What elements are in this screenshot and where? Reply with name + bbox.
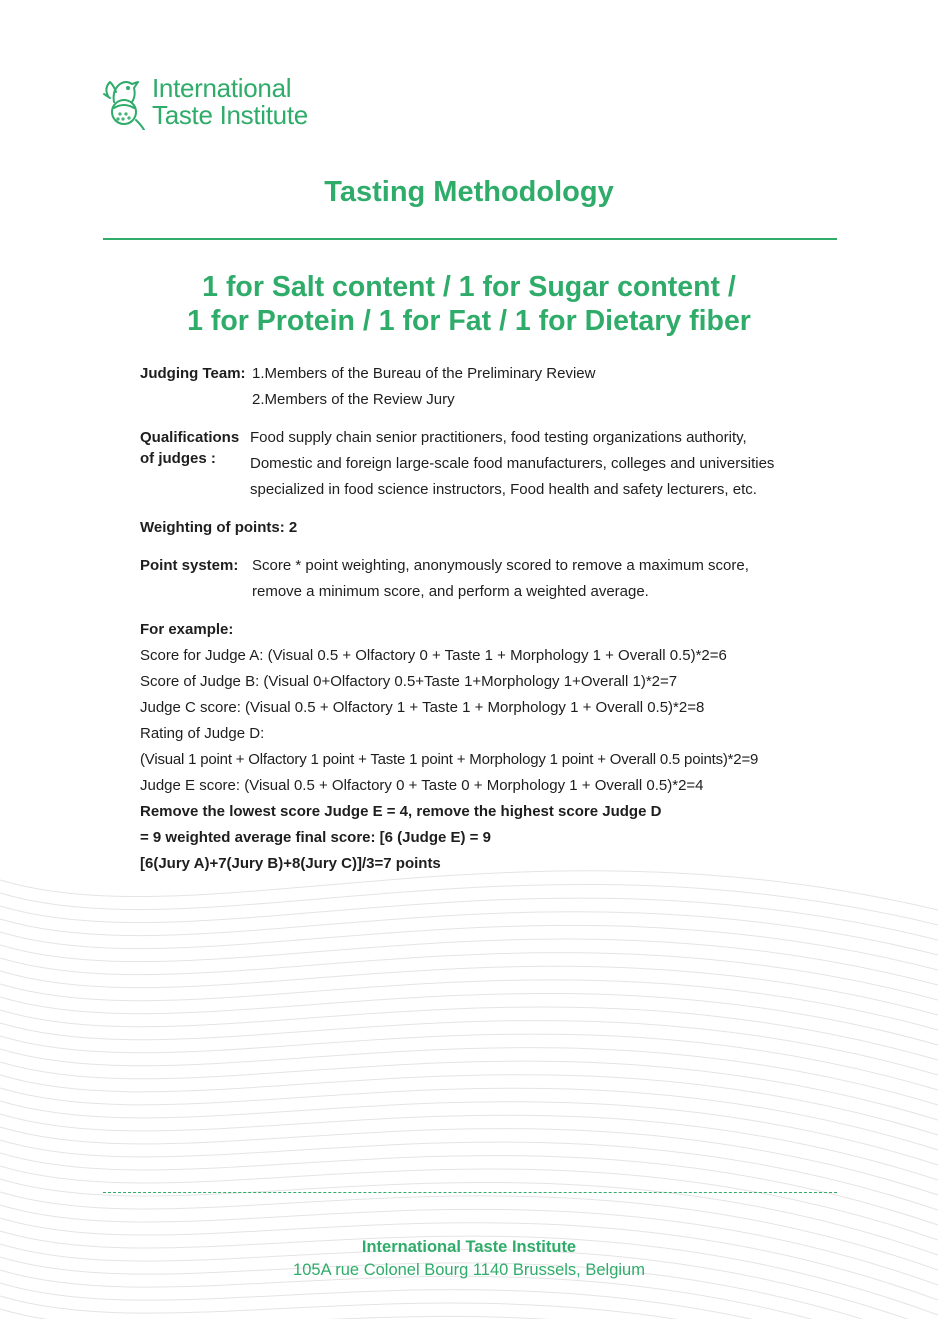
wave-line bbox=[0, 1088, 938, 1150]
wave-line bbox=[0, 1021, 938, 1075]
title-divider bbox=[103, 238, 837, 240]
qualifications-label-line2: of judges : bbox=[140, 450, 216, 467]
subtitle bbox=[0, 270, 938, 338]
example-result-line: = 9 weighted average final score: [6 (Judge E) = 9 bbox=[140, 829, 491, 846]
example-result-line: [6(Jury A)+7(Jury B)+8(Jury C)]/3=7 points bbox=[140, 855, 441, 872]
qualifications-line: specialized in food science instructors, Food health and safety lecturers, etc. bbox=[250, 481, 757, 498]
qualifications-label-line1: Qualifications bbox=[140, 429, 240, 446]
example-line: Judge C score: (Visual 0.5 + Olfactory 1 + Taste 1 + Morphology 1 + Overall 0.5)*2=8 bbox=[140, 699, 705, 716]
example-line: Judge E score: (Visual 0.5 + Olfactory 0 + Taste 0 + Morphology 1 + Overall 0.5)*2=4 bbox=[140, 777, 704, 794]
footer-address: 105A rue Colonel Bourg 1140 Brussels, Belgium bbox=[293, 1261, 645, 1279]
example-line: Rating of Judge D: bbox=[140, 725, 265, 742]
brand-name-line1: International bbox=[152, 73, 292, 103]
bird-on-golf-ball-icon bbox=[100, 74, 148, 130]
subtitle-line1: 1 for Salt content / 1 for Sugar content / bbox=[202, 271, 736, 303]
qualifications-line: Food supply chain senior practitioners, food testing organizations authority, bbox=[250, 429, 747, 446]
wave-line bbox=[0, 966, 938, 1015]
judging-team-label: Judging Team: bbox=[140, 365, 246, 382]
wave-line bbox=[0, 1309, 938, 1319]
wave-line bbox=[0, 1127, 938, 1195]
footer-divider bbox=[103, 1192, 837, 1193]
wave-line bbox=[0, 939, 938, 985]
brand-name-line2: Taste Institute bbox=[152, 100, 308, 130]
subtitle-line2: 1 for Protein / 1 for Fat / 1 for Dietary fiber bbox=[187, 305, 751, 337]
point-system-label: Point system: bbox=[140, 557, 239, 574]
judging-team-item: 1.Members of the Bureau of the Preliminary Review bbox=[252, 365, 596, 382]
wave-line bbox=[0, 925, 938, 970]
weighting-of-points: Weighting of points: 2 bbox=[140, 519, 298, 536]
wave-line bbox=[0, 953, 938, 1000]
qualifications-line: Domestic and foreign large-scale food manufacturers, colleges and universities bbox=[250, 455, 775, 472]
wave-line bbox=[0, 898, 938, 940]
footer bbox=[0, 1236, 938, 1282]
wave-line bbox=[0, 1140, 938, 1210]
brand-logo bbox=[100, 74, 308, 130]
methodology-content bbox=[140, 361, 840, 877]
judging-team-section bbox=[140, 361, 840, 413]
wave-line bbox=[0, 884, 938, 925]
example-result-line: Remove the lowest score Judge E = 4, remove the highest score Judge D bbox=[140, 803, 662, 820]
footer-organization-name: International Taste Institute bbox=[361, 1238, 577, 1256]
example-line: (Visual 1 point + Olfactory 1 point + Taste 1 point + Morphology 1 point + Overall 0.5 points)*2=9 bbox=[140, 751, 759, 768]
example-line: Score of Judge B: (Visual 0+Olfactory 0.5+Taste 1+Morphology 1+Overall 1)*2=7 bbox=[140, 673, 678, 690]
judging-team-item: 2.Members of the Review Jury bbox=[252, 391, 455, 408]
qualifications-section bbox=[140, 425, 840, 503]
point-system-line: Score * point weighting, anonymously scored to remove a maximum score, bbox=[252, 557, 749, 574]
wave-line bbox=[0, 1061, 938, 1120]
example-line: Score for Judge A: (Visual 0.5 + Olfactory 0 + Taste 1 + Morphology 1 + Overall 0.5)*2=6 bbox=[140, 647, 727, 664]
wave-line bbox=[0, 1007, 938, 1060]
wave-line bbox=[0, 1153, 938, 1225]
point-system-line: remove a minimum score, and perform a weighted average. bbox=[252, 583, 649, 600]
page-title: Tasting Methodology bbox=[324, 176, 614, 208]
example-heading: For example: bbox=[140, 621, 234, 638]
point-system-section bbox=[140, 553, 840, 605]
